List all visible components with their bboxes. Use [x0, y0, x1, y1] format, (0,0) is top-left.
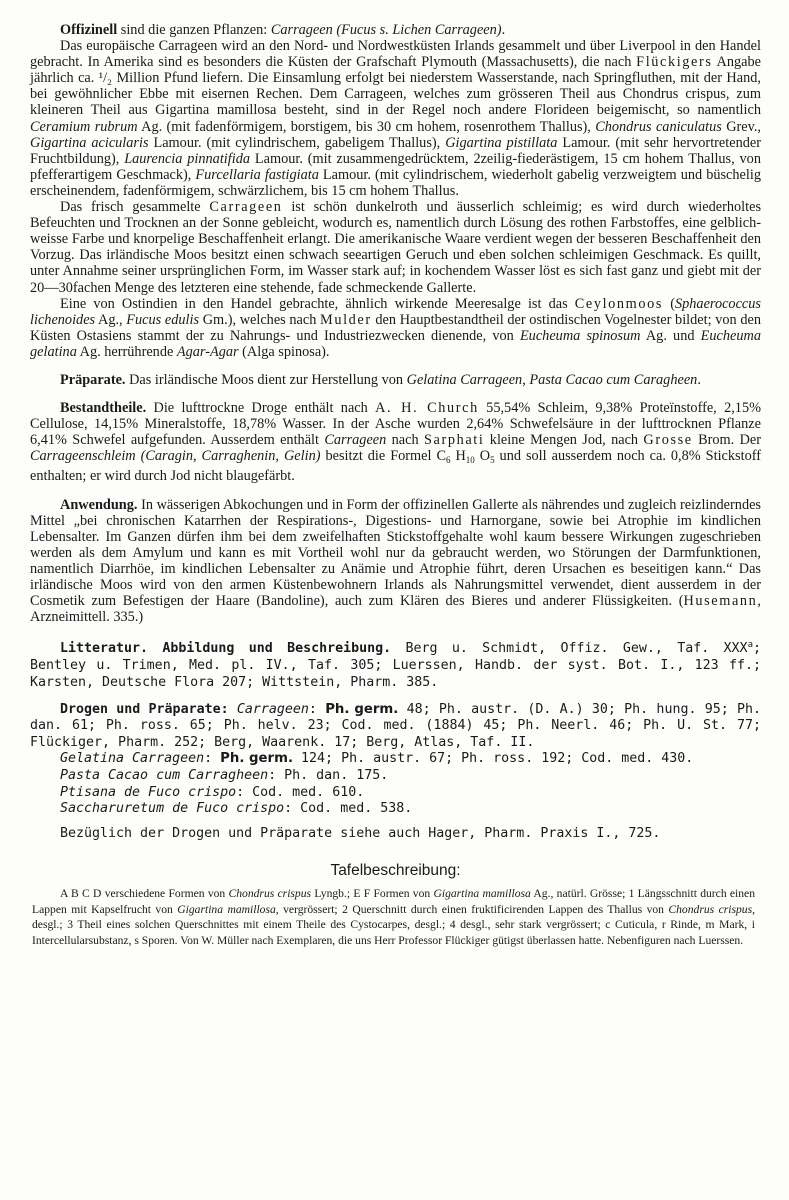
text: , desgl.; 3 Theil eines solchen Querschnittes mit einem Theile des Cystocarpes, desgl.; 4 desgl., sehr stark vergrössert; c Cuticula, r Rinde, m Mark, i Intercellularsubstanz, s Sporen. Von W. Müller nach Exemplaren, die uns Herr Professor Flückiger gütigst überlassen hatte. Nebenfiguren nach Luerssen.	[32, 902, 755, 947]
text: Gm.), welches nach	[199, 311, 321, 328]
paragraph-beschaffenheit	[30, 199, 761, 296]
heading-offizinell: Offizinell	[60, 22, 118, 38]
drogen-pasta	[30, 768, 761, 785]
superscript: a	[747, 640, 753, 651]
tafel-title: Tafelbeschreibung:	[330, 862, 461, 880]
latin-name: Gelatina Carrageen	[60, 751, 205, 767]
author-name: Mulder	[320, 311, 372, 328]
paragraph-litteratur	[30, 637, 761, 691]
paragraph-bestandtheile	[30, 400, 761, 484]
drogen-saccharuretum	[30, 801, 761, 818]
text: Brom. Der	[692, 432, 762, 449]
latin-name: Eucheuma gelatina	[30, 327, 761, 360]
latin-name: Ceramium rubrum	[30, 118, 138, 135]
text: .	[697, 371, 701, 388]
author-name: A. H. Church	[375, 400, 479, 417]
paragraph-ceylonmoos	[30, 296, 761, 360]
latin-name: Gigartina mamillosa	[177, 902, 276, 916]
text: Das frisch gesammelte	[60, 199, 210, 216]
tafel-description	[30, 886, 761, 948]
author-name: Grosse	[643, 432, 693, 449]
text: Die lufttrockne Droge enthält nach	[146, 400, 376, 417]
spaced-term: Carrageen	[209, 199, 283, 216]
latin-name: Gelatina Carrageen, Pasta Cacao cum Caragheen	[406, 371, 698, 388]
text: Angabe jährlich ca.	[30, 54, 761, 87]
text: besitzt die Formel C	[320, 448, 446, 465]
latin-name: Gigartina mamillosa	[433, 887, 531, 901]
text: ; Bentley u. Trimen, Med. pl. IV., Taf. 305; Luerssen, Handb. der syst. Bot. I., 123 ff.; Karsten, Deutsche Flora 207; Wittstein, Pharm. 385.	[30, 641, 761, 690]
text: , vergrössert; 2 Querschnitt durch einen fruktificirenden Lappen des Thallus von	[275, 902, 669, 916]
text: Grev.,	[721, 118, 761, 135]
text: In wässerigen Abkochungen und in Form der offizinellen Gallerte als nährendes und zugleich reizlinderndes Mittel „bei chronischen Katarrhen der Respirations-, Digestions- und Harnorgane, sowie bei Atrophie im kindlichen Lebensalter. Im Ganzen dürfen ihm bei dem zweifelhaften Stickstoffgehalte wohl kaum bessere Wirkungen zugeschrieben werden als dem Amylum und kann es mit Vortheil wohl nur da gebraucht werden, wo Störungen der Darmfunktionen, namentlich Diarrhöe, im kindlichen Lebensalter zu Anämie und Atrophie führt, deren Ursachen es beseitigen kann.“ Das irländische Moos wird von den armen Küstenbewohnern Irlands als Nahrungsmittel verwendet, dient ausserdem in der Cosmetik zum Befestigen der Haare (Bandoline), auch zum Klären des Bieres und anderer Flüssigkeiten. (	[30, 496, 761, 610]
heading-praeparate: Präparate.	[60, 371, 126, 388]
latin-name: Pasta Cacao cum Carragheen	[60, 768, 269, 784]
text: 124; Ph. austr. 67; Ph. ross. 192; Cod. med. 430.	[293, 751, 694, 767]
text: Ag.,	[95, 311, 127, 328]
text: Ag. und	[640, 327, 701, 344]
text: 48; Ph. austr. (D. A.) 30; Ph. hung. 95; Ph. dan. 61; Ph. ross. 65; Ph. helv. 23; Cod. med. (1884) 45; Ph. Neerl. 46; Ph. U. St. 77; Flückiger, Pharm. 252; Berg, Waarenk. 17; Berg, Atlas, Taf. II.	[30, 701, 761, 750]
text: Eine von Ostindien in den Handel gebrachte, ähnlich wirkende Meeresalge ist das	[60, 295, 575, 312]
text: : Ph. dan. 175.	[268, 768, 389, 784]
text: Berg u. Schmidt, Offiz. Gew., Taf. XXX	[391, 641, 748, 657]
text: O	[474, 448, 491, 465]
latin-name: Fucus edulis	[126, 311, 200, 328]
latin-name: Chondrus crispus	[668, 902, 753, 916]
drogen-bezug: Bezüglich der Drogen und Präparate siehe auch Hager, Pharm. Praxis I., 725.	[60, 825, 661, 841]
text: : Cod. med. 610.	[236, 784, 365, 800]
paragraph-anwendung	[30, 497, 761, 626]
subscript: 5	[490, 455, 495, 466]
section-litteratur	[30, 637, 761, 691]
text: Das irländische Moos dient zur Herstellung von	[125, 371, 407, 388]
drogen-carrageen	[30, 702, 761, 752]
heading-anwendung: Anwendung.	[60, 496, 138, 513]
text: 55,54% Schleim, 9,38% Proteïnstoffe, 2,15% Cellulose, 14,15% Mineralstoffe, 18,78% Wasser. In der Asche wurden 2,64% Schwefelsäure in der lufttrocknen Pflanze 6,41% Schwefel aufgefunden. Ausserdem enthält	[30, 400, 762, 449]
text: Das europäische Carrageen wird an den Nord- und Nordwestküsten Irlands gesammelt und über Liverpool in den Handel gebracht. In Amerika sind es besonders die Küsten der Grafschaft Plymouth (Massachusetts), die nach	[30, 38, 761, 71]
text: und soll ausserdem noch ca. 0,8% Stickstoff enthalten; er wird durch Jod nicht blaugefärbt.	[30, 448, 761, 485]
latin-name: Gigartina pistillata	[445, 134, 558, 151]
latin-name: Eucheuma spinosum	[519, 327, 641, 344]
text: , Arzneimittell. 335.)	[30, 593, 761, 626]
text: Ag. (mit fadenförmigem, borstigem, bis 30 cm hohem, rosenrothem Thallus),	[137, 118, 596, 135]
pharmacopoeia-label: Ph. germ.	[220, 751, 294, 767]
heading-bestandtheile: Bestandtheile.	[60, 400, 147, 417]
section-drogen	[30, 702, 761, 843]
text: A B C D verschiedene Formen von	[60, 887, 229, 901]
text: den Hauptbestandtheil der ostindischen Vogelnester bildet; von den Küsten Ostasiens stammt der zu Nahrungs- und Industriezwecken dienende, von	[30, 311, 761, 344]
latin-name: Laurencia pinnatifida	[124, 150, 251, 167]
text: Lamour. (mit cylindrischem, wiederholt gabelig verzweigtem und büschelig erscheinendem, fadenförmigem, schwärzlichem, bis 15 cm hohem Thallus.	[30, 166, 761, 199]
text: (Alga spinosa).	[238, 343, 330, 360]
latin-name: Chondrus caniculatus	[595, 118, 722, 135]
text: Ag. herrührende	[76, 343, 177, 360]
heading-litteratur: Litteratur. Abbildung und Beschreibung.	[60, 641, 392, 657]
text: :	[204, 751, 221, 767]
paragraph-praeparate	[30, 372, 761, 388]
text: Ag., natürl. Grösse; 1 Längsschnitt durch einen Lappen mit Kapselfrucht von	[32, 887, 755, 916]
text: Lyngb.; E F Formen von	[311, 887, 434, 901]
subscript: 6	[446, 455, 451, 466]
text: Lamour. (mit zusammengedrücktem, 2zeilig-fiederästigem, 15 cm hohem Thallus, von pfefferartigem Geschmack),	[30, 150, 761, 183]
text: ist schön dunkelroth und äusserlich schleimig; es wird durch wiederholtes Befeuchten und Trocknen an der Sonne gebleicht, wodurch es, namentlich durch Lösung des rothen Farbstoffes, eine gelblich-weisse Farbe und knorpelige Beschaffenheit erlangt. Die amerikanische Waare verdient wegen der besseren Beschaffenheit den Vorzug. Das irländische Moos besitzt einen schwach seeartigen Geruch und eben solchen schleimigen Geschmack. Es quillt, unter Annahme seiner ursprünglichen Form, im Wasser stark auf; in kochendem Wasser löst es sich fast ganz und giebt mit der 20—30fachen Menge des letzteren eine stehende, fade schmeckende Gallerte.	[30, 199, 762, 296]
latin-name: Furcellaria fastigiata	[195, 166, 319, 183]
drogen-gelatina	[30, 751, 761, 768]
latin-name: Saccharuretum de Fuco crispo	[60, 801, 285, 817]
text: .	[501, 22, 506, 38]
text: sind die ganzen Pflanzen:	[117, 22, 271, 38]
heading-drogen: Drogen und Präparate:	[60, 701, 229, 717]
text: Lamour. (mit cylindrischem, gabeligem Thallus),	[148, 134, 446, 151]
paragraph-herkunft	[30, 38, 761, 199]
text: nach	[386, 432, 424, 449]
latin-name: Chondrus crispus	[228, 887, 312, 901]
latin-name: Agar-Agar	[176, 343, 239, 360]
author-name: Flückigers	[636, 54, 713, 71]
latin-name: Carrageen	[236, 701, 309, 717]
text: Lamour. (mit sehr hervortretender Fruchtbildung),	[30, 134, 761, 167]
pharmacopoeia-label: Ph. germ.	[325, 701, 399, 717]
subscript: 10	[465, 455, 475, 466]
latin-name: Gigartina acicularis	[30, 134, 149, 151]
latin-name: Sphaerococcus lichenoides	[30, 295, 761, 328]
drogen-ptisana	[30, 785, 761, 802]
paragraph-offizinell	[30, 22, 761, 38]
text: kleine Mengen Jod, nach	[484, 432, 644, 449]
latin-name: Carrageen (Fucus s. Lichen Carrageen)	[270, 22, 502, 38]
latin-name: Carrageenschleim (Caragin, Carraghenin, Gelin)	[30, 448, 321, 465]
text: H	[450, 448, 466, 465]
spaced-term: Ceylonmoos	[574, 295, 664, 312]
text: : Cod. med. 538.	[284, 801, 413, 817]
text: (	[663, 295, 675, 312]
author-name: Sarphati	[424, 432, 485, 449]
latin-name: Ptisana de Fuco crispo	[60, 784, 237, 800]
fraction: ¹/₂	[98, 70, 113, 87]
author-name: Husemann	[683, 593, 758, 610]
latin-name: Carrageen	[324, 432, 387, 449]
text: :	[308, 701, 326, 717]
text: Million Pfund liefern. Die Einsamlung erfolgt bei niederstem Wasserstande, nach Springfluthen, mit der Hand, bei gewöhnlicher Ebbe mit eisernen Rechen. Dem Carrageen, welches zum grösseren Theil aus Chondrus crispus, zum kleineren Theil aus Gigartina mamillosa besteht, sind in der Regel noch andere Florideen beigemischt, so namentlich	[30, 70, 761, 119]
